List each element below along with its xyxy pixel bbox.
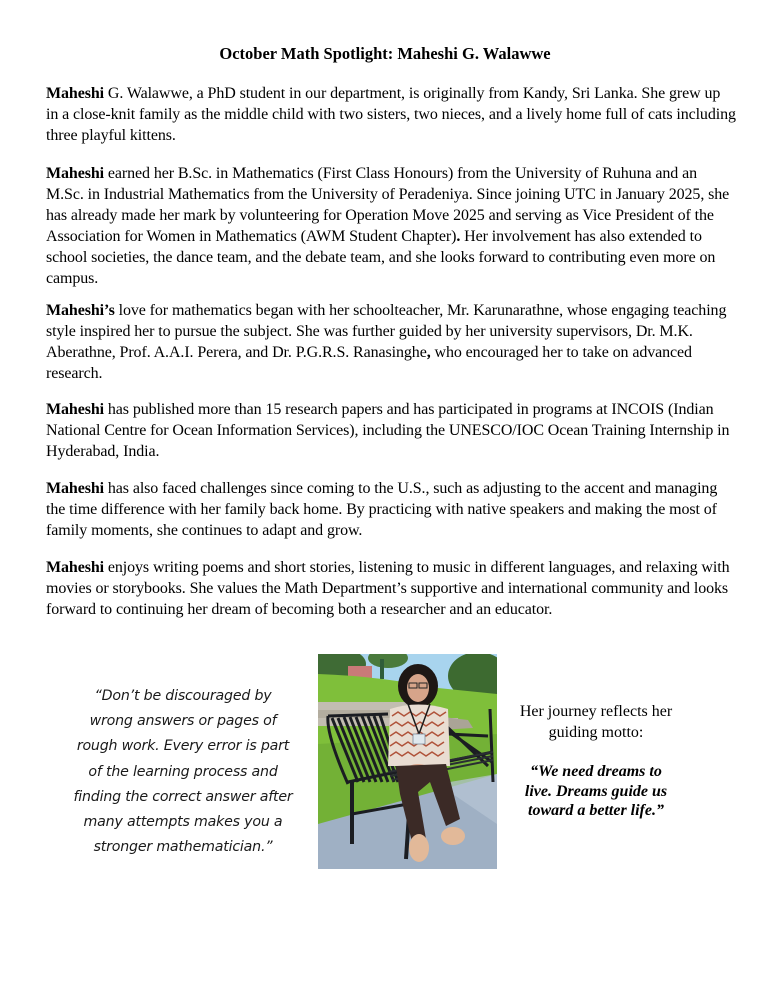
paragraph-education [46, 163, 736, 289]
name-lead: Maheshi [46, 480, 104, 497]
quote-line: stronger mathematician.” [93, 839, 273, 856]
name-lead: Maheshi [46, 165, 104, 182]
name-lead: Maheshi’s [46, 302, 115, 319]
bold-punctuation: . [456, 228, 461, 245]
paragraph-text: love for mathematics began with her schoolteacher, Mr. Karunarathne, whose engaging teaching style inspired her to pursue the subject. She was further guided by her university supervisors, Dr. M.K. Aberathne, Prof. A.A.I. Perera, and Dr. P.G.R.S. Ranasinghe [46, 302, 727, 361]
paragraph-text: earned her B.Sc. in Mathematics (First Class Honours) from the University of Ruhuna and an M.Sc. in Industrial Mathematics from the University of Peradeniya. Since joining UTC in January 2025, she has already made her mark by volunteering for Operation Move 2025 and serving as Vice President of the Association for Women in Mathematics (AWM Student Chapter) [46, 165, 730, 245]
quote-line: many attempts makes you a [83, 814, 283, 831]
motto-intro-line: guiding motto: [548, 724, 644, 741]
paragraph-challenges [46, 478, 736, 541]
name-lead: Maheshi [46, 401, 104, 418]
portrait-illustration [318, 654, 497, 869]
page-title: October Math Spotlight: Maheshi G. Walawwe [219, 44, 551, 63]
paragraph-research [46, 399, 736, 462]
motto-intro [500, 701, 692, 743]
paragraph-text: has also faced challenges since coming to the U.S., such as adjusting to the accent and managing the time difference with her family back home. By practicing with native speakers and making the most of family moments, she continues to adapt and grow. [46, 480, 718, 539]
paragraph-text: Her involvement has also extended to school societies, the dance team, and the debate team, and she looks forward to contributing even more on campus. [46, 228, 716, 287]
advice-quote [58, 684, 308, 860]
paragraph-mentors [46, 300, 736, 384]
paragraph-origin [46, 83, 736, 146]
quote-line: wrong answers or pages of [89, 713, 277, 730]
quote-line: finding the correct answer after [73, 788, 293, 805]
shoe-right [441, 827, 465, 845]
motto-line: toward a better life.” [528, 802, 664, 819]
paragraph-text: G. Walawwe, a PhD student in our department, is originally from Kandy, Sri Lanka. She grew up in a close-knit family as the middle child with two sisters, two nieces, and a lively home full of cats including three playful kittens. [46, 85, 736, 144]
name-lead: Maheshi [46, 85, 104, 102]
paragraph-text: enjoys writing poems and short stories, listening to music in different languages, and relaxing with movies or storybooks. She values the Math Department’s supportive and international community and looks forward to continuing her dream of becoming both a researcher and an educator. [46, 559, 730, 618]
quote-line: rough work. Every error is part [76, 738, 290, 755]
portrait-photo [318, 654, 497, 869]
motto-line: live. Dreams guide us [524, 782, 668, 800]
lamp-post [380, 659, 384, 679]
name-lead: Maheshi [46, 559, 104, 576]
motto-line: “We need dreams to [530, 763, 662, 780]
motto-quote [500, 762, 692, 821]
id-badge [413, 734, 425, 744]
quote-line: “Don’t be discouraged by [94, 688, 272, 704]
motto-intro-line: Her journey reflects her [519, 703, 673, 720]
shoe-left [409, 834, 429, 862]
paragraph-text: has published more than 15 research papers and has participated in programs at INCOIS (Indian National Centre for Ocean Information Services), including the UNESCO/IOC Ocean Training Internship in Hyderabad, India. [46, 401, 730, 460]
paragraph-text: who encouraged her to take on advanced research. [46, 344, 692, 382]
paragraph-hobbies [46, 557, 736, 620]
quote-line: of the learning process and [88, 763, 278, 780]
bold-punctuation: , [426, 344, 431, 361]
